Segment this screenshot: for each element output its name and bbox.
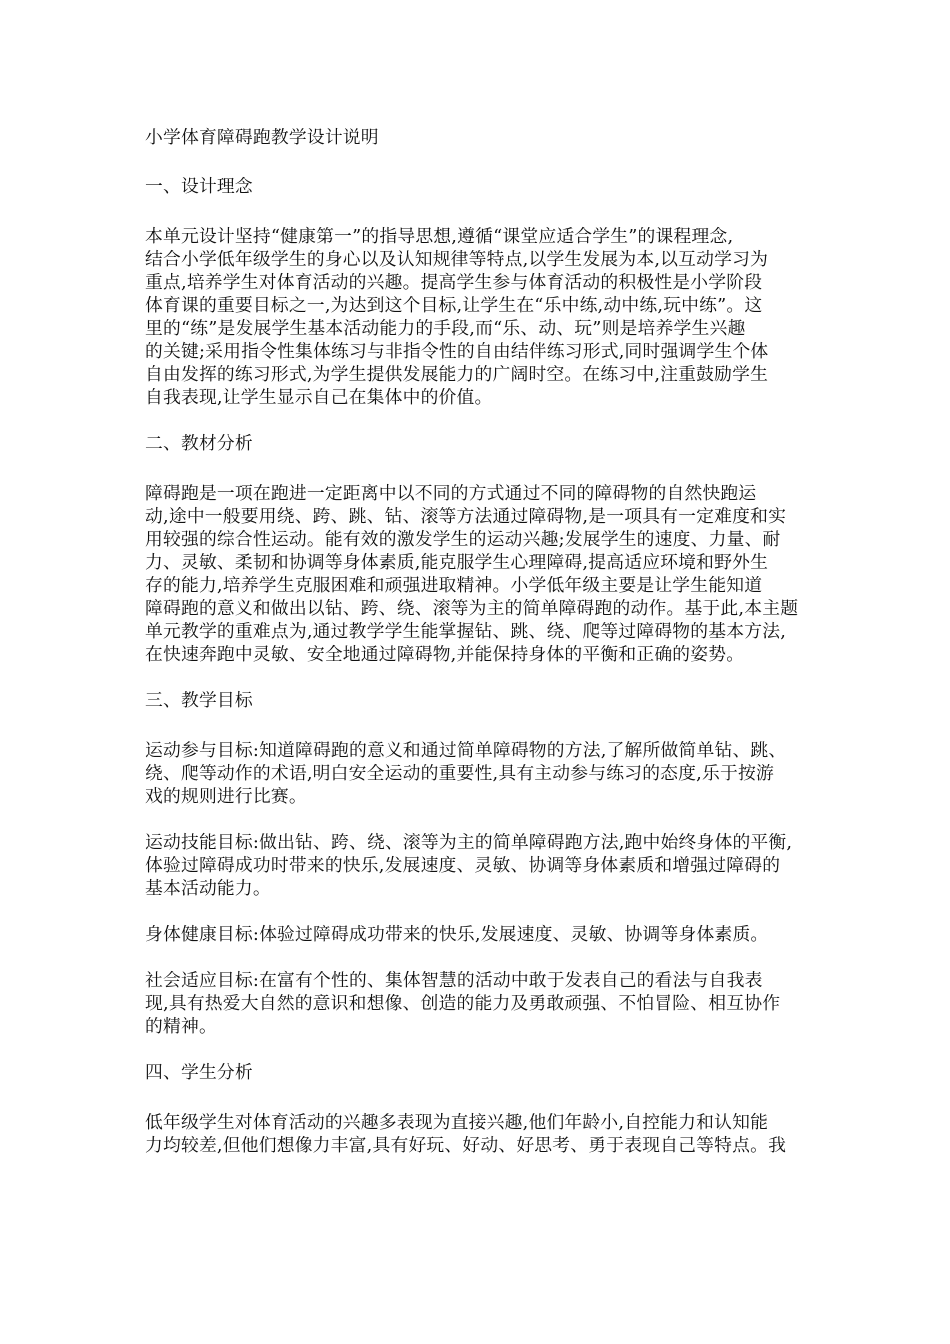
document-body bbox=[145, 126, 810, 1157]
paragraph-student-analysis bbox=[145, 1111, 810, 1157]
text-line: 里的“练”是发展学生基本活动能力的手段,而“乐、动、玩”则是培养学生兴趣 bbox=[145, 318, 746, 339]
section-heading-design-concept: 一、设计理念 bbox=[145, 176, 253, 197]
text-line: 绕、爬等动作的术语,明白安全运动的重要性,具有主动参与练习的态度,乐于按游 bbox=[145, 763, 774, 784]
text-line: 力均较差,但他们想像力丰富,具有好玩、好动、好思考、勇于表现自己等特点。我 bbox=[145, 1135, 787, 1156]
text-line: 身体健康目标:体验过障碍成功带来的快乐,发展速度、灵敏、协调等身体素质。 bbox=[145, 924, 769, 945]
paragraph-material-analysis bbox=[145, 482, 810, 666]
text-line: 障碍跑是一项在跑进一定距离中以不同的方式通过不同的障碍物的自然快跑运 bbox=[145, 483, 757, 504]
text-line: 用较强的综合性运动。能有效的激发学生的运动兴趣;发展学生的速度、力量、耐 bbox=[145, 529, 781, 550]
text-line: 的精神。 bbox=[145, 1016, 217, 1037]
text-line: 运动参与目标:知道障碍跑的意义和通过简单障碍物的方法,了解所做简单钻、跳、 bbox=[145, 740, 787, 761]
text-line: 自我表现,让学生显示自己在集体中的价值。 bbox=[145, 387, 493, 408]
text-line: 戏的规则进行比赛。 bbox=[145, 786, 307, 807]
paragraph-social-goal bbox=[145, 969, 810, 1038]
text-line: 的关键;采用指令性集体练习与非指令性的自由结伴练习形式,同时强调学生个体 bbox=[145, 341, 769, 362]
text-line: 社会适应目标:在富有个性的、集体智慧的活动中敢于发表自己的看法与自我表 bbox=[145, 970, 763, 991]
text-line: 现,具有热爱大自然的意识和想像、创造的能力及勇敢顽强、不怕冒险、相互协作 bbox=[145, 993, 781, 1014]
section-heading-teaching-goals: 三、教学目标 bbox=[145, 690, 253, 711]
paragraph-skill-goal bbox=[145, 831, 810, 900]
section-heading-material-analysis: 二、教材分析 bbox=[145, 433, 253, 454]
text-line: 力、灵敏、柔韧和协调等身体素质,能克服学生心理障碍,提高适应环境和野外生 bbox=[145, 552, 769, 573]
text-line: 基本活动能力。 bbox=[145, 878, 271, 899]
text-line: 障碍跑的意义和做出以钻、跨、绕、滚等为主的简单障碍跑的动作。基于此,本主题 bbox=[145, 598, 799, 619]
text-line: 单元教学的重难点为,通过教学学生能掌握钻、跳、绕、爬等过障碍物的基本方法, bbox=[145, 621, 787, 642]
text-line: 自由发挥的练习形式,为学生提供发展能力的广阔时空。在练习中,注重鼓励学生 bbox=[145, 364, 769, 385]
text-line: 体验过障碍成功时带来的快乐,发展速度、灵敏、协调等身体素质和增强过障碍的 bbox=[145, 855, 781, 876]
text-line: 存的能力,培养学生克服困难和顽强进取精神。小学低年级主要是让学生能知道 bbox=[145, 575, 763, 596]
text-line: 动,途中一般要用绕、跨、跳、钻、滚等方法通过障碍物,是一项具有一定难度和实 bbox=[145, 506, 787, 527]
paragraph-design-concept bbox=[145, 225, 810, 409]
section-heading-student-analysis: 四、学生分析 bbox=[145, 1062, 253, 1083]
text-line: 在快速奔跑中灵敏、安全地通过障碍物,并能保持身体的平衡和正确的姿势。 bbox=[145, 644, 745, 665]
text-line: 运动技能目标:做出钻、跨、绕、滚等为主的简单障碍跑方法,跑中始终身体的平衡, bbox=[145, 832, 793, 853]
text-line: 体育课的重要目标之一,为达到这个目标,让学生在“乐中练,动中练,玩中练”。这 bbox=[145, 295, 763, 316]
paragraph-participation-goal bbox=[145, 739, 810, 808]
document-title: 小学体育障碍跑教学设计说明 bbox=[145, 127, 379, 148]
text-line: 结合小学低年级学生的身心以及认知规律等特点,以学生发展为本,以互动学习为 bbox=[145, 249, 769, 270]
text-line: 本单元设计坚持“健康第一”的指导思想,遵循“课堂应适合学生”的课程理念, bbox=[145, 226, 734, 247]
text-line: 重点,培养学生对体育活动的兴趣。提高学生参与体育活动的积极性是小学阶段 bbox=[145, 272, 763, 293]
paragraph-health-goal bbox=[145, 923, 810, 946]
text-line: 低年级学生对体育活动的兴趣多表现为直接兴趣,他们年龄小,自控能力和认知能 bbox=[145, 1112, 769, 1133]
